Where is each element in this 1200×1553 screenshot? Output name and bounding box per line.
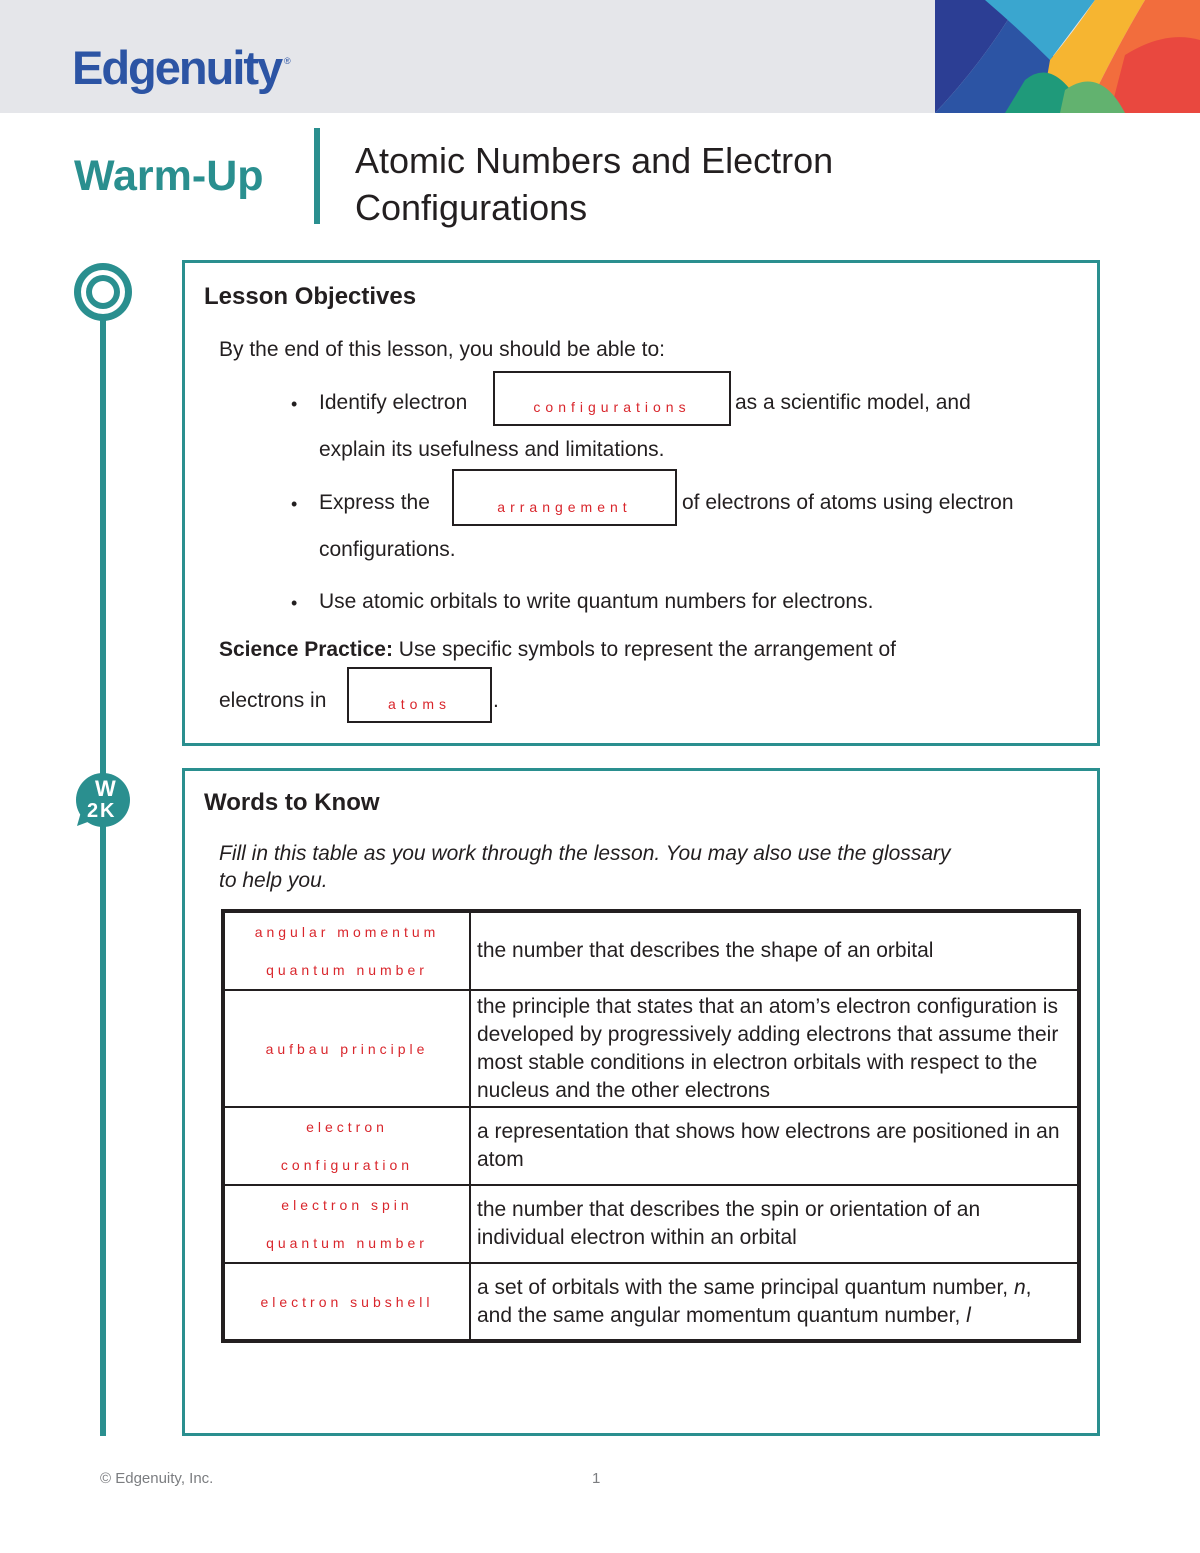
science-practice-label: Science Practice: [219, 638, 393, 661]
page-title-line1: Atomic Numbers and Electron [355, 140, 834, 181]
words-table [221, 909, 1081, 1343]
objectives-intro: By the end of this lesson, you should be able to: [219, 338, 665, 361]
target-icon [73, 262, 133, 322]
footer-copyright: © Edgenuity, Inc. [100, 1470, 214, 1487]
science-practice-text: Use specific symbols to represent the arrangement of [392, 638, 897, 661]
term-line2: quantum number [266, 962, 428, 978]
w2k-icon [73, 770, 133, 830]
def-l: l [966, 1303, 971, 1327]
table-row [223, 911, 1079, 990]
term-line1: angular momentum [254, 924, 440, 940]
def-part: , and the same angular momentum quantum number, [477, 1275, 1032, 1327]
objective-1-line2: explain its usefulness and limitations. [319, 438, 665, 461]
term-line2: quantum number [266, 1235, 428, 1251]
objective-1-answer-box[interactable] [493, 371, 731, 426]
objective-2-answer-box[interactable] [452, 469, 677, 526]
words-heading: Words to Know [204, 789, 380, 816]
objectives-heading: Lesson Objectives [204, 283, 417, 310]
science-practice [219, 638, 896, 662]
science-practice-end: . [493, 689, 499, 712]
w2k-w: W [95, 776, 116, 801]
warm-up-label: Warm-Up [74, 152, 264, 200]
definition-cell [470, 1263, 1079, 1341]
bullet-1: • [291, 394, 298, 414]
table-row [223, 1263, 1079, 1341]
page-number: 1 [592, 1470, 601, 1487]
term-cell[interactable] [223, 990, 470, 1107]
w2k-k: K [100, 800, 115, 822]
lesson-objectives-card [182, 260, 1100, 746]
science-practice-answer: atoms [387, 696, 452, 712]
objective-1-after: as a scientific model, and [735, 391, 971, 414]
science-practice-line2: electrons in [219, 689, 327, 712]
term-line2: configuration [280, 1157, 414, 1173]
definition-cell: the number that describes the shape of an orbital [470, 911, 1079, 990]
objective-2-after: of electrons of atoms using electron [682, 491, 1014, 514]
objective-1-before: Identify electron [319, 391, 468, 414]
decorative-petals-graphic [925, 0, 1200, 113]
term-cell[interactable] [223, 911, 470, 990]
w2k-2: 2 [87, 800, 99, 822]
page-title [355, 137, 1055, 231]
bullet-2: • [291, 494, 298, 514]
objective-1-answer: configurations [533, 399, 691, 415]
words-instructions [219, 840, 951, 894]
term-cell[interactable] [223, 1107, 470, 1185]
term-line1: electron spin [281, 1197, 413, 1213]
definition-cell: a representation that shows how electrons are positioned in an atom [470, 1107, 1079, 1185]
def-part: a set of orbitals with the same principal quantum number, [477, 1275, 1014, 1299]
bullet-3: • [291, 593, 298, 613]
definition-cell: the number that describes the spin or orientation of an individual electron within an orbital [470, 1185, 1079, 1263]
term-line1: electron [306, 1119, 388, 1135]
objective-2-line2: configurations. [319, 538, 456, 561]
term-line1: aufbau principle [265, 1040, 429, 1057]
title-divider [314, 128, 320, 224]
term-cell[interactable] [223, 1185, 470, 1263]
table-row [223, 1107, 1079, 1185]
term-line1: electron subshell [260, 1293, 434, 1310]
logo-trademark: ® [284, 56, 291, 66]
page-title-line2: Configurations [355, 187, 588, 228]
objective-3: Use atomic orbitals to write quantum numbers for electrons. [319, 590, 874, 613]
table-row [223, 1185, 1079, 1263]
words-instructions-line2: to help you. [219, 869, 328, 892]
def-n: n [1013, 1275, 1026, 1299]
definition-cell: the principle that states that an atom’s electron configuration is developed by progressively adding electrons that assume their most stable conditions in electron orbitals with respect to the nucleus and the other electrons [470, 990, 1079, 1107]
edgenuity-logo: Edgenuity [72, 41, 282, 94]
objective-2-before: Express the [319, 491, 430, 514]
words-instructions-line1: Fill in this table as you work through the lesson. You may also use the glossary [219, 842, 951, 865]
timeline-line [100, 300, 106, 1436]
science-practice-answer-box[interactable] [347, 667, 492, 723]
table-row [223, 990, 1079, 1107]
words-to-know-card [182, 768, 1100, 1436]
objective-2-answer: arrangement [497, 499, 632, 515]
term-cell[interactable] [223, 1263, 470, 1341]
